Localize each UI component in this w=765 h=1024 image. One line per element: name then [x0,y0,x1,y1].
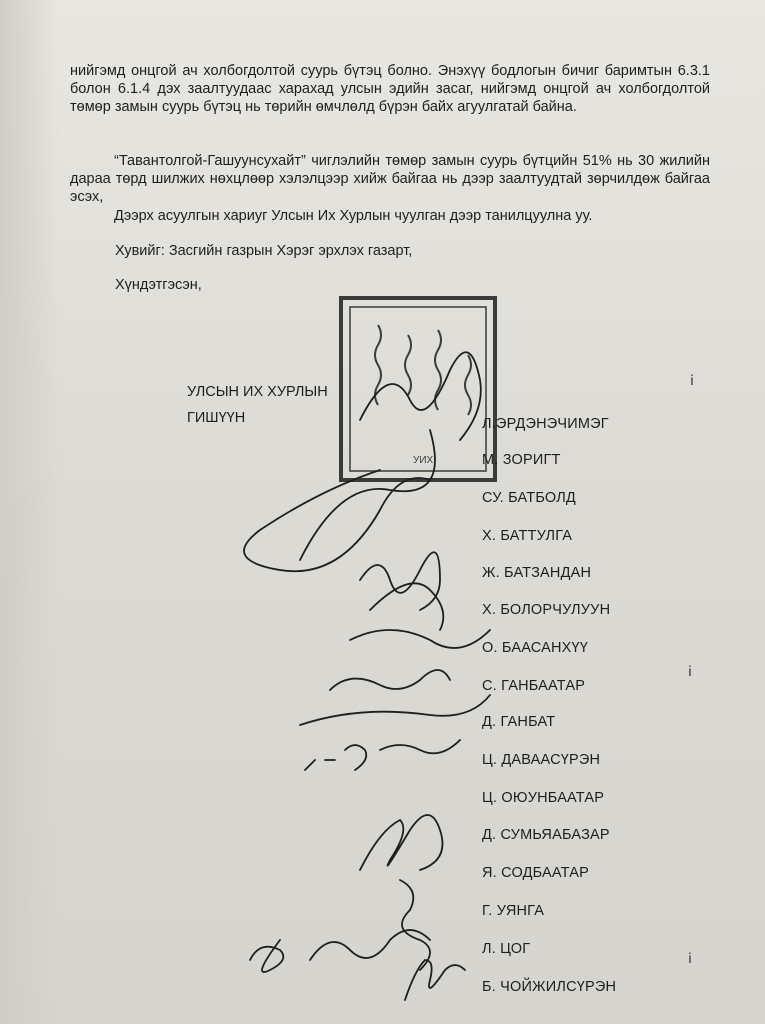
stamp-text: УИХ [413,455,434,466]
margin-mark: ⅰ [690,372,694,388]
signatory-title-line2: ГИШҮҮН [187,410,246,426]
paragraph-request: Дээрх асуулгын хариуг Улсын Их Хурлын чуулган дээр танилцуулна уу. [114,208,593,224]
official-stamp [338,295,498,483]
closing-salutation: Хүндэтгэсэн, [115,277,202,293]
signatory-name: СУ. БАТБОЛД [482,490,576,506]
paragraph-policy: нийгэмд онцгой ач холбогдолтой суурь бүтэц болно. Энэхүү бодлогын бичиг баримтын 6.3.1 болон 6.1.4 дэх заалтуудаас харахад улсын эдийн засаг, нийгэмд онцгой ач холбогдолтой төмөр замын суурь бүтэц нь төрийн өмчлөлд бүрэн байх агуулгатай байна. [70,63,710,115]
margin-mark: ⅰ [688,663,692,679]
signatory-name: О. БААСАНХҮҮ [482,640,589,656]
margin-mark: ⅰ [688,950,692,966]
signatory-name: Г. УЯНГА [482,903,545,919]
signatory-name: Д. СУМЬЯАБАЗАР [482,827,610,843]
signatory-name: Л.ЭРДЭНЭЧИМЭГ [482,416,609,432]
signatory-name: Ц. ОЮУНБААТАР [482,790,605,806]
signatory-name: Я. СОДБААТАР [482,865,589,881]
copy-recipient: Хувийг: Засгийн газрын Хэрэг эрхлэх газарт, [115,243,413,259]
signatory-name: Ц. ДАВААСҮРЭН [482,752,601,768]
signatory-name: Д. ГАНБАТ [482,714,556,730]
signatory-name: Ж. БАТЗАНДАН [482,565,592,581]
page-shadow-edge [0,0,60,1024]
signatory-name: Х. БОЛОРЧУЛУУН [482,602,611,618]
paragraph-question: “Тавантолгой-Гашуунсухайт” чиглэлийн төмөр замын суурь бүтцийн 51% нь 30 жилийн дараа төрд шилжих нөхцлөөр хэлэлцээр хийж байгаа нь дээр заалтуудтай зөрчилдөж байгаа эсэх, [70,153,710,205]
signatory-name: Х. БАТТУЛГА [482,528,573,544]
signatory-title-line1: УЛСЫН ИХ ХУРЛЫН [187,384,328,400]
signatory-name: С. ГАНБААТАР [482,678,586,694]
signatory-name: М. ЗОРИГТ [482,452,561,468]
signatory-name: Л. ЦОГ [482,941,531,957]
signatory-name: Б. ЧОЙЖИЛСҮРЭН [482,979,617,995]
